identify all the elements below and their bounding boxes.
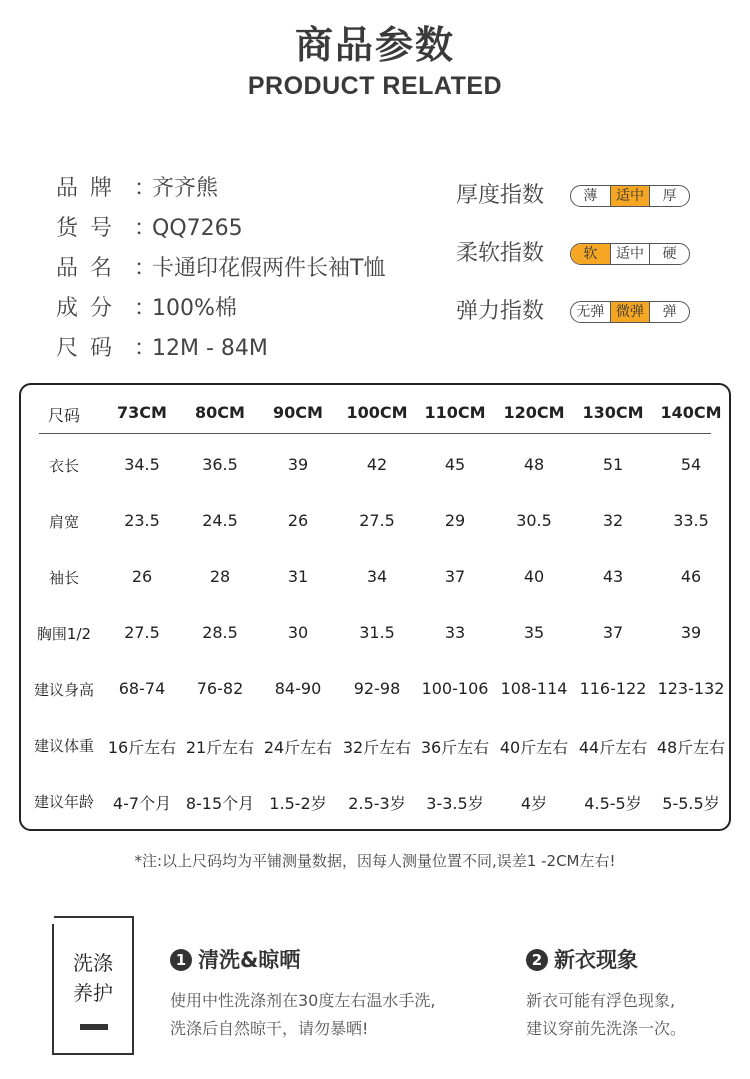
- table-cell: 45: [444, 455, 466, 474]
- step-text-line: 洗涤后自然晾干，请勿暴晒!: [170, 1019, 369, 1038]
- info-label: 尺码: [56, 336, 125, 361]
- index-option: 薄: [583, 188, 598, 204]
- product-info: [56, 174, 385, 374]
- table-cell: 51: [602, 455, 624, 474]
- table-column-header: 100CM: [346, 403, 408, 422]
- info-row-size: 尺码 ：12M - 84M: [56, 334, 385, 374]
- table-cell: 26: [131, 567, 153, 586]
- step-title: 清洗&晾晒: [198, 948, 301, 972]
- index-option: 硬: [649, 244, 689, 264]
- index-scale: [570, 185, 690, 207]
- table-cell: 28: [209, 567, 231, 586]
- info-row-brand: 品牌 ：齐齐熊: [56, 174, 385, 214]
- care-label-line1: 洗涤: [73, 951, 113, 975]
- table-cell: 32: [602, 511, 624, 530]
- table-cell: 43: [602, 567, 624, 586]
- care-label-bar: [80, 1024, 108, 1030]
- table-cell: 42: [366, 455, 388, 474]
- table-cell: 8-15个月: [185, 794, 255, 813]
- table-row-label: 建议体重: [33, 737, 95, 755]
- step-title: 新衣现象: [554, 948, 638, 972]
- table-cell: 2.5-3岁: [348, 794, 406, 813]
- table-cell: 92-98: [353, 679, 401, 698]
- index-scale: [570, 243, 690, 265]
- info-label: 货号: [56, 216, 125, 241]
- table-cell: 24斤左右: [263, 738, 333, 757]
- table-column-header: 90CM: [273, 403, 323, 422]
- table-cell: 27.5: [124, 623, 160, 642]
- table-cell: 29: [444, 511, 466, 530]
- care-step-wash: [170, 945, 435, 1043]
- table-cell: 4.5-5岁: [584, 794, 642, 813]
- table-column-header: 120CM: [503, 403, 565, 422]
- page-subtitle: PRODUCT RELATED: [247, 72, 503, 100]
- page-title: 商品参数: [294, 23, 455, 67]
- index-option-selected: 微弹: [610, 302, 650, 322]
- table-cell: 76-82: [196, 679, 244, 698]
- table-row-label: 建议年龄: [33, 793, 95, 811]
- table-cell: 30: [287, 623, 309, 642]
- table-cell: 37: [602, 623, 624, 642]
- info-value: 12M - 84M: [152, 336, 268, 361]
- table-row-label: 袖长: [48, 569, 80, 587]
- table-cell: 31.5: [359, 623, 395, 642]
- table-cell: 32斤左右: [342, 738, 412, 757]
- table-cell: 48: [523, 455, 545, 474]
- table-cell: 33: [444, 623, 466, 642]
- step-text-line: 使用中性洗涤剂在30度左右温水手洗,: [170, 991, 436, 1010]
- info-value: QQ7265: [152, 216, 243, 241]
- index-option: 无弹: [576, 304, 605, 320]
- table-cell: 36.5: [202, 455, 238, 474]
- table-cell: 68-74: [118, 679, 166, 698]
- index-option: 厚: [649, 186, 689, 206]
- table-cell: 16斤左右: [107, 738, 177, 757]
- table-cell: 23.5: [124, 511, 160, 530]
- table-cell: 54: [680, 455, 702, 474]
- table-cell: 26: [287, 511, 309, 530]
- table-cell: 21斤左右: [185, 738, 255, 757]
- table-column-header: 130CM: [582, 403, 644, 422]
- table-cell: 39: [287, 455, 309, 474]
- measurement-note: *注:以上尺码均为平铺测量数据，因每人测量位置不同,误差1 -2CM左右!: [134, 852, 616, 870]
- table-corner-header: 尺码: [47, 406, 81, 425]
- table-cell: 3-3.5岁: [426, 794, 484, 813]
- table-column-header: 73CM: [117, 403, 167, 422]
- table-cell: 34.5: [124, 455, 160, 474]
- info-row-name: 品名 ：卡通印花假两件长袖T恤: [56, 254, 385, 294]
- step-number-icon: 1: [170, 949, 192, 971]
- info-row-material: 成分 ：100%棉: [56, 294, 385, 334]
- table-cell: 100-106: [421, 679, 489, 698]
- table-column-header: 80CM: [195, 403, 245, 422]
- table-cell: 24.5: [202, 511, 238, 530]
- info-value: 齐齐熊: [152, 176, 219, 201]
- index-label: 厚度指数: [456, 183, 545, 208]
- table-cell: 28.5: [202, 623, 238, 642]
- care-label-box: [52, 916, 134, 1055]
- table-cell: 37: [444, 567, 466, 586]
- table-cell: 39: [680, 623, 702, 642]
- info-label: 品牌: [56, 176, 125, 201]
- table-cell: 40: [523, 567, 545, 586]
- table-cell: 35: [523, 623, 545, 642]
- index-option: 弹: [649, 302, 689, 322]
- care-step-new-clothes: [526, 945, 686, 1043]
- table-cell: 31: [287, 567, 309, 586]
- table-cell: 30.5: [516, 511, 552, 530]
- table-cell: 34: [366, 567, 388, 586]
- table-cell: 4岁: [520, 794, 548, 813]
- info-row-item-no: 货号 ：QQ7265: [56, 214, 385, 254]
- size-table: [19, 383, 731, 831]
- info-value: 100%棉: [152, 296, 237, 321]
- table-cell: 4-7个月: [112, 794, 172, 813]
- index-scale: [570, 301, 690, 323]
- table-cell: 116-122: [579, 679, 647, 698]
- table-cell: 46: [680, 567, 702, 586]
- index-label: 柔软指数: [456, 241, 545, 266]
- table-cell: 27.5: [359, 511, 395, 530]
- info-label: 成分: [56, 296, 125, 321]
- table-cell: 40斤左右: [499, 738, 569, 757]
- table-cell: 5-5.5岁: [662, 794, 720, 813]
- table-cell: 123-132: [657, 679, 725, 698]
- table-cell: 108-114: [500, 679, 568, 698]
- header-divider: [39, 433, 711, 434]
- step-text-line: 建议穿前先洗涤一次。: [526, 1019, 687, 1038]
- table-row-label: 肩宽: [48, 513, 80, 531]
- index-option-selected: 适中: [610, 186, 650, 206]
- table-cell: 44斤左右: [578, 738, 648, 757]
- table-column-header: 110CM: [424, 403, 486, 422]
- table-row-label: 建议身高: [33, 681, 95, 699]
- table-row-label: 胸围1/2: [36, 625, 92, 643]
- table-cell: 48斤左右: [656, 738, 726, 757]
- step-number-icon: 2: [526, 949, 548, 971]
- index-option: 适中: [610, 244, 650, 264]
- table-cell: 1.5-2岁: [269, 794, 327, 813]
- index-option-selected: 软: [571, 244, 610, 264]
- table-cell: 33.5: [673, 511, 709, 530]
- info-label: 品名: [56, 256, 125, 281]
- info-value: 卡通印花假两件长袖T恤: [152, 256, 386, 281]
- table-column-header: 140CM: [660, 403, 722, 422]
- table-cell: 84-90: [274, 679, 322, 698]
- index-label: 弹力指数: [456, 299, 545, 324]
- table-cell: 36斤左右: [420, 738, 490, 757]
- care-label-line2: 养护: [73, 981, 113, 1005]
- step-text-line: 新衣可能有浮色现象,: [526, 991, 676, 1010]
- table-row-label: 衣长: [48, 457, 80, 475]
